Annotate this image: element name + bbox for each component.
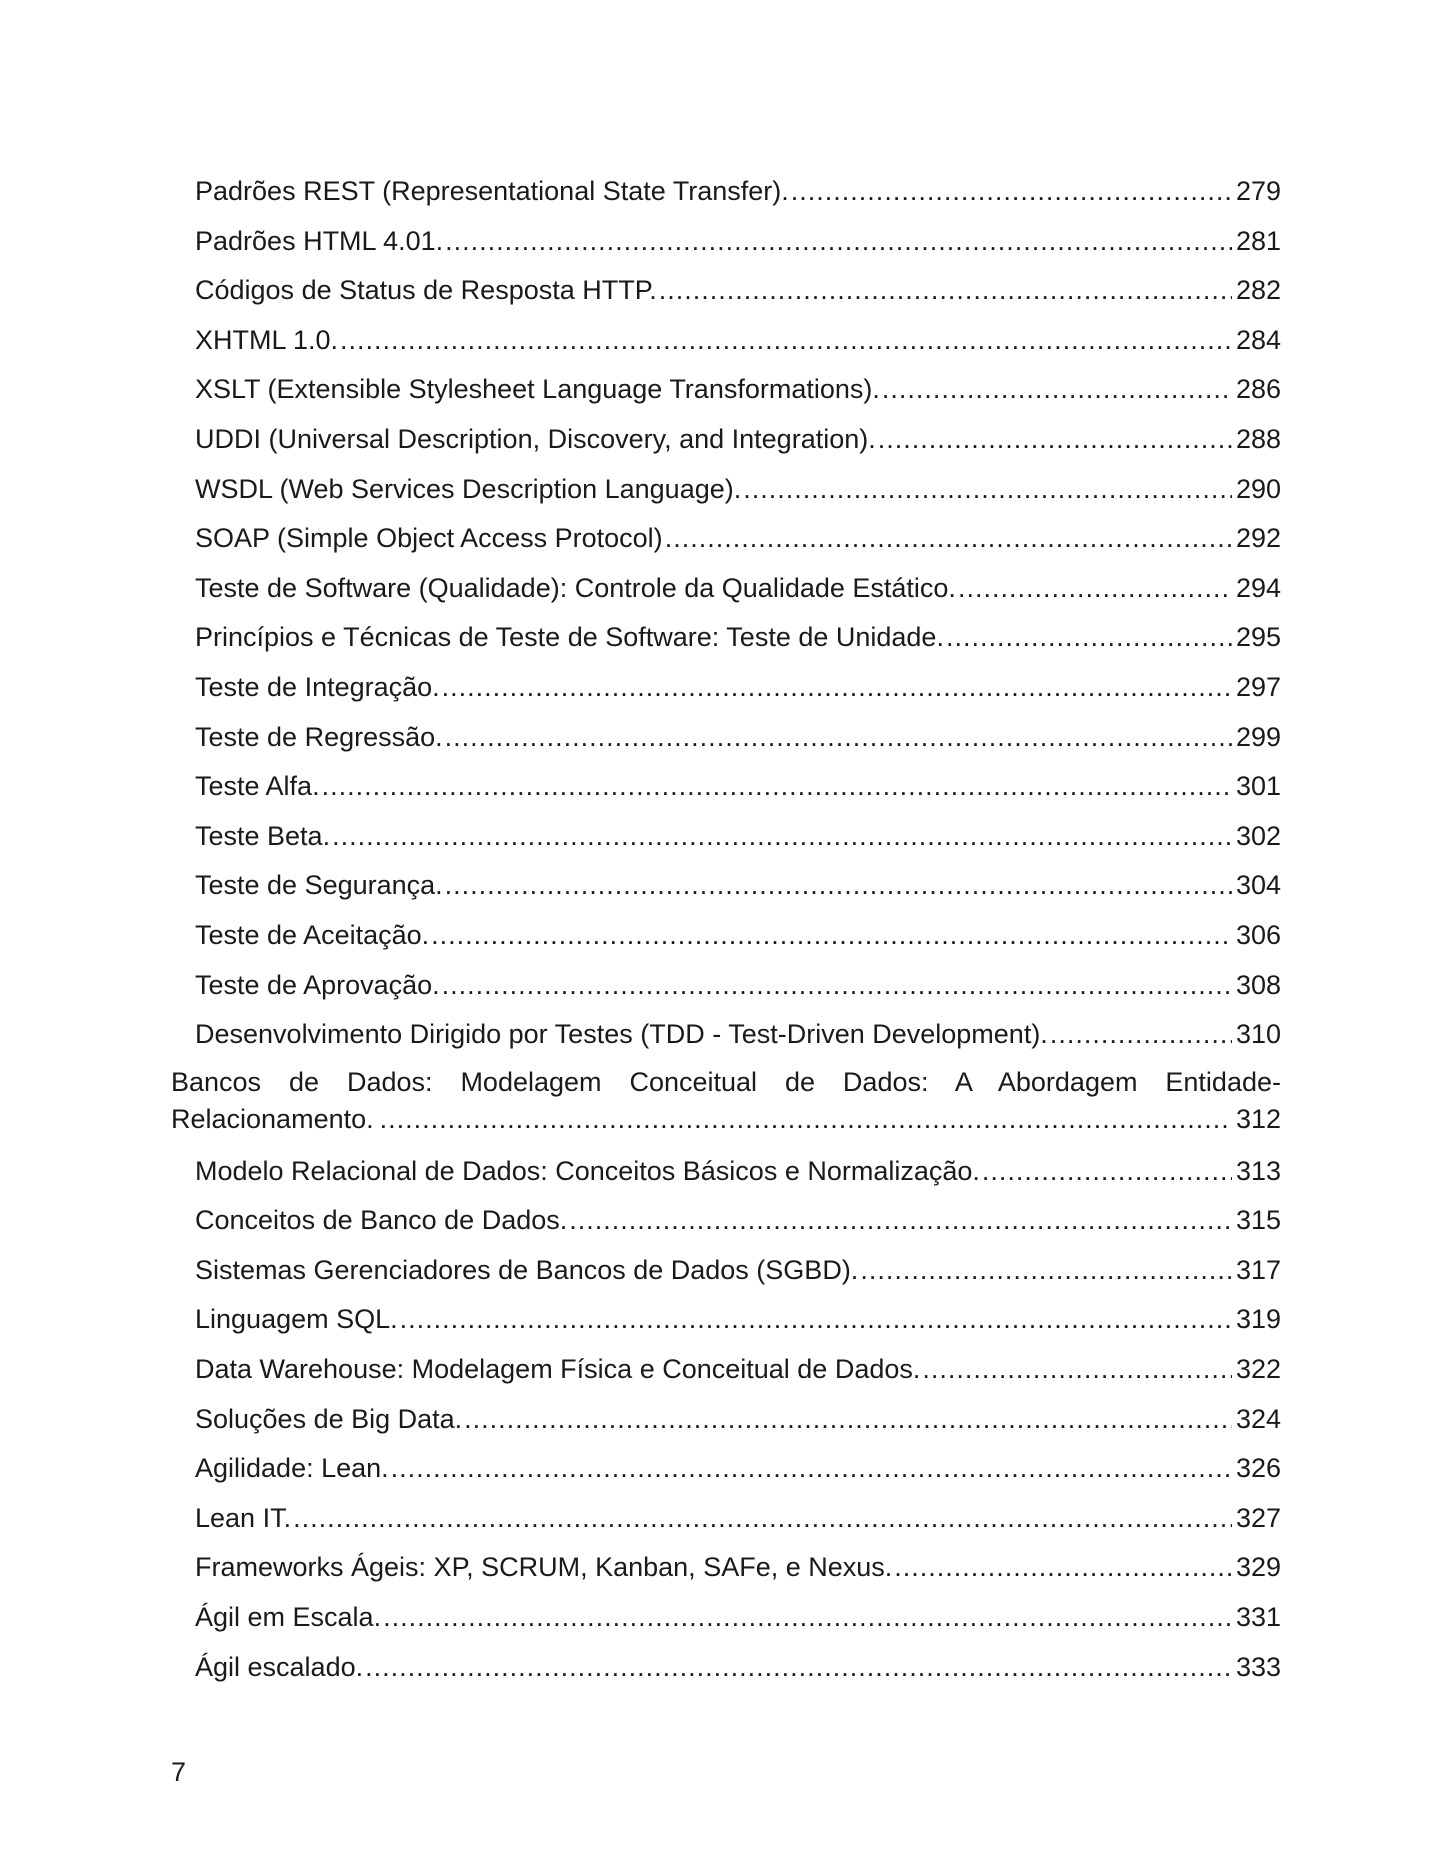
toc-leader-dots xyxy=(332,819,1232,853)
toc-leader-dots xyxy=(665,521,1232,555)
toc-leader-dots xyxy=(445,224,1232,258)
toc-leader-dots xyxy=(743,472,1232,506)
toc-entry[interactable] xyxy=(195,714,1281,754)
toc-leader-dots xyxy=(982,1154,1232,1188)
toc-leader-dots xyxy=(365,1650,1232,1684)
toc-leader-dots xyxy=(322,769,1232,803)
toc-entry[interactable] xyxy=(195,962,1281,1002)
toc-leader-dots xyxy=(894,1550,1232,1584)
toc-leader-dots xyxy=(659,273,1232,307)
toc-entry-page: 299 xyxy=(1235,721,1281,752)
toc-entry[interactable] xyxy=(195,1011,1281,1051)
toc-entry-title: Frameworks Ágeis: XP, SCRUM, Kanban, SAFe, e Nexus. xyxy=(195,1552,893,1583)
toc-entry-title: Princípios e Técnicas de Teste de Software: Teste de Unidade. xyxy=(195,622,944,653)
toc-entry-page: 297 xyxy=(1235,672,1281,702)
toc-entry-title: Teste de Software (Qualidade): Controle da Qualidade Estático. xyxy=(195,572,956,603)
toc-entry[interactable] xyxy=(195,565,1281,605)
toc-entry[interactable] xyxy=(195,1495,1281,1535)
toc-chapter-title-line1: Bancos de Dados: Modelagem Conceitual de Dados: A Abordagem Entidade- xyxy=(171,1066,1281,1097)
toc-entry-page: 304 xyxy=(1235,870,1281,901)
toc-chapter-entry[interactable] xyxy=(171,1064,1281,1138)
toc-entry-page: 327 xyxy=(1235,1502,1281,1533)
toc-entry-title: WSDL (Web Services Description Language). xyxy=(195,473,742,504)
toc-entry-title: Ágil escalado. xyxy=(195,1651,364,1682)
toc-leader-dots xyxy=(293,1501,1232,1535)
toc-entry-page: 288 xyxy=(1235,424,1281,454)
toc-entry[interactable] xyxy=(195,1544,1281,1584)
toc-entry-title: Data Warehouse: Modelagem Física e Conceitual de Dados. xyxy=(195,1354,921,1384)
toc-entry-title: Linguagem SQL. xyxy=(195,1304,398,1335)
toc-entry-title: Teste de Regressão. xyxy=(195,721,443,752)
toc-entry-title: Desenvolvimento Dirigido por Testes (TDD - Test-Driven Development). xyxy=(195,1019,1048,1050)
toc-leader-dots xyxy=(1050,1017,1232,1051)
toc-leader-dots xyxy=(383,1600,1232,1634)
toc-leader-dots xyxy=(442,670,1232,704)
toc-leader-dots xyxy=(464,1402,1232,1436)
toc-leader-dots xyxy=(860,1253,1232,1287)
toc-entry[interactable] xyxy=(195,912,1281,952)
toc-entry-page: 294 xyxy=(1235,572,1281,603)
toc-entry[interactable] xyxy=(195,466,1281,506)
toc-leader-dots xyxy=(431,918,1232,952)
toc-leader-dots xyxy=(445,720,1232,754)
toc-entry[interactable] xyxy=(195,416,1281,456)
toc-entry-page: 295 xyxy=(1235,622,1281,653)
toc-entry[interactable] xyxy=(195,664,1281,704)
toc-entry[interactable] xyxy=(195,1296,1281,1336)
toc-entry-page: 322 xyxy=(1235,1354,1281,1384)
toc-entry-title: Teste de Aprovação. xyxy=(195,969,440,1000)
toc-entry[interactable] xyxy=(195,1197,1281,1237)
toc-entry-page: 333 xyxy=(1235,1651,1281,1682)
toc-entry[interactable] xyxy=(195,1594,1281,1634)
toc-entry-page: 319 xyxy=(1235,1304,1281,1335)
toc-entry-title: Sistemas Gerenciadores de Bancos de Dados (SGBD). xyxy=(195,1254,859,1285)
toc-leader-dots xyxy=(878,422,1232,456)
toc-entry[interactable] xyxy=(195,1445,1281,1485)
page-number: 7 xyxy=(171,1757,187,1787)
toc-leader-dots xyxy=(569,1203,1232,1237)
toc-entry-page: 326 xyxy=(1235,1453,1281,1484)
toc-entry-page: 302 xyxy=(1235,820,1281,851)
toc-leader-dots xyxy=(791,174,1232,208)
toc-entry[interactable] xyxy=(195,813,1281,853)
toc-entry-title: Padrões HTML 4.01. xyxy=(195,225,444,256)
toc-entry-title: Códigos de Status de Resposta HTTP. xyxy=(195,275,657,306)
toc-entry-page: 282 xyxy=(1235,275,1281,306)
toc-entry[interactable] xyxy=(195,1644,1281,1684)
toc-entry-page: 310 xyxy=(1235,1019,1281,1050)
toc-entry[interactable] xyxy=(195,1346,1281,1386)
toc-entry[interactable] xyxy=(195,317,1281,357)
toc-leader-dots xyxy=(400,1302,1232,1336)
toc-leader-dots xyxy=(340,323,1232,357)
toc-leader-dots xyxy=(442,968,1232,1002)
toc-entry-title: Teste de Aceitação. xyxy=(195,920,430,950)
toc-entry[interactable] xyxy=(195,1148,1281,1188)
toc-chapter-title-line2: Relacionamento. xyxy=(171,1103,374,1134)
toc-leader-dots xyxy=(391,1451,1232,1485)
toc-entry[interactable] xyxy=(195,1396,1281,1436)
toc-entry[interactable] xyxy=(195,267,1281,307)
toc-entry-title: Conceitos de Banco de Dados. xyxy=(195,1205,568,1236)
toc-entry-page: 290 xyxy=(1235,473,1281,504)
toc-entry-page: 331 xyxy=(1235,1602,1281,1632)
toc-entry-page: 292 xyxy=(1235,523,1281,554)
toc-entry[interactable] xyxy=(195,614,1281,654)
toc-leader-dots xyxy=(882,372,1232,406)
toc-leader-dots xyxy=(380,1101,1232,1138)
toc-entry-page: 315 xyxy=(1235,1205,1281,1236)
toc-entry-title: UDDI (Universal Description, Discovery, and Integration). xyxy=(195,424,876,454)
toc-entry-page: 281 xyxy=(1235,225,1281,256)
toc-entry[interactable] xyxy=(195,218,1281,258)
toc-entry-title: XSLT (Extensible Stylesheet Language Transformations). xyxy=(195,374,880,405)
toc-entry-page: 284 xyxy=(1235,324,1281,355)
toc-entry-title: Teste Alfa. xyxy=(195,771,320,802)
toc-entry-page: 313 xyxy=(1235,1155,1281,1186)
toc-entry-title: Ágil em Escala. xyxy=(195,1602,382,1632)
toc-chapter-title-line2-row xyxy=(171,1101,1281,1138)
toc-leader-dots xyxy=(445,868,1232,902)
toc-entry-title: Teste de Segurança. xyxy=(195,870,443,901)
toc-leader-dots xyxy=(946,620,1232,654)
toc-entry-page: 324 xyxy=(1235,1403,1281,1434)
toc-entry[interactable] xyxy=(195,168,1281,208)
toc-entry[interactable] xyxy=(195,515,1281,555)
toc-entry-title: Teste Beta. xyxy=(195,820,331,851)
toc-entry-title: Modelo Relacional de Dados: Conceitos Básicos e Normalização. xyxy=(195,1155,980,1186)
toc-entry-page: 279 xyxy=(1235,176,1281,206)
toc-entry-page: 308 xyxy=(1235,969,1281,1000)
toc-entry-title: XHTML 1.0. xyxy=(195,324,339,355)
toc-entry-page: 301 xyxy=(1235,771,1281,802)
toc-entry-page: 306 xyxy=(1235,920,1281,950)
toc-entry-title: SOAP (Simple Object Access Protocol) xyxy=(195,523,663,554)
toc-entry-title: Teste de Integração. xyxy=(195,672,440,702)
toc-entry-page: 317 xyxy=(1235,1254,1281,1285)
toc-entry[interactable] xyxy=(195,1247,1281,1287)
toc-entry-title: Agilidade: Lean. xyxy=(195,1453,389,1484)
toc-leader-dots xyxy=(922,1352,1232,1386)
toc-entry-title: Soluções de Big Data. xyxy=(195,1403,463,1434)
toc-entry[interactable] xyxy=(195,763,1281,803)
toc-entry[interactable] xyxy=(195,862,1281,902)
toc-entry[interactable] xyxy=(195,366,1281,406)
toc-entry-page: 286 xyxy=(1235,374,1281,405)
toc-entry-page: 329 xyxy=(1235,1552,1281,1583)
toc-leader-dots xyxy=(958,571,1232,605)
toc-entry-title: Lean IT. xyxy=(195,1502,292,1533)
toc-chapter-page: 312 xyxy=(1235,1103,1281,1134)
toc-entry-title: Padrões REST (Representational State Transfer). xyxy=(195,176,789,206)
